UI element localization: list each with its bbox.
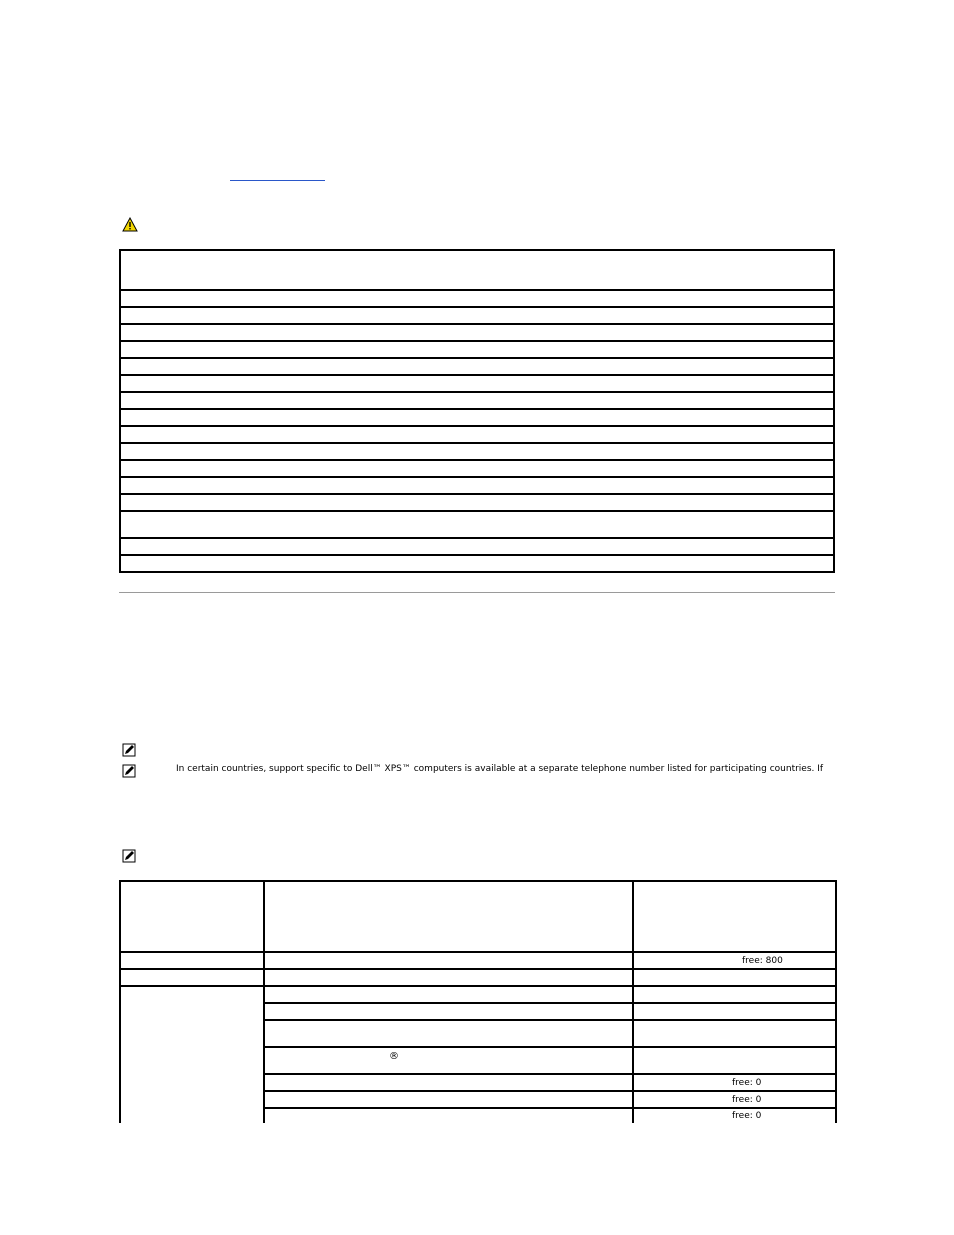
page-bottom-blank xyxy=(0,1123,954,1235)
table-cell xyxy=(120,426,834,443)
header-cell xyxy=(633,881,836,952)
table-cell xyxy=(120,477,834,494)
table-cell xyxy=(264,1074,633,1091)
note-pencil-icon xyxy=(122,764,136,778)
header-cell xyxy=(264,881,633,952)
table-cell: free: 0 xyxy=(633,1074,836,1091)
table-cell xyxy=(120,538,834,555)
table-cell: free: 0 xyxy=(633,1091,836,1108)
table-cell xyxy=(120,307,834,324)
note-text: In certain countries, support specific to Dell™ XPS™ computers is available at a separate telephone number listed for participating countries. If xyxy=(176,764,824,774)
table-cell xyxy=(120,443,834,460)
table-cell xyxy=(120,375,834,392)
table-cell xyxy=(120,290,834,307)
table-cell xyxy=(120,494,834,511)
note-pencil-icon xyxy=(122,743,136,757)
table-cell xyxy=(120,358,834,375)
table-cell xyxy=(633,986,836,1003)
note-pencil-icon xyxy=(122,849,136,863)
horizontal-rule xyxy=(119,592,835,593)
table-cell xyxy=(264,986,633,1003)
table-cell xyxy=(120,250,834,290)
table-cell xyxy=(120,952,264,969)
table-cell xyxy=(633,1003,836,1020)
table-cell xyxy=(633,969,836,986)
table-cell xyxy=(120,392,834,409)
caution-triangle-icon xyxy=(122,217,138,232)
registered-mark: ® xyxy=(389,1051,399,1062)
table-cell: free: 0 xyxy=(633,1108,836,1138)
table-cell xyxy=(120,986,264,1138)
table-cell xyxy=(264,1020,633,1047)
table-cell xyxy=(120,409,834,426)
contact-table xyxy=(119,880,837,1139)
table-cell xyxy=(633,1020,836,1047)
info-table xyxy=(119,249,835,573)
table-cell xyxy=(120,324,834,341)
table-cell xyxy=(264,969,633,986)
table-cell xyxy=(264,1091,633,1108)
table-cell xyxy=(120,511,834,538)
table-cell xyxy=(120,555,834,572)
table-cell xyxy=(120,969,264,986)
table-cell xyxy=(264,1047,633,1074)
table-cell xyxy=(120,341,834,358)
header-cell xyxy=(120,881,264,952)
table-cell xyxy=(120,460,834,477)
table-cell: free: 800 xyxy=(633,952,836,969)
table-cell xyxy=(264,952,633,969)
table-cell xyxy=(633,1047,836,1074)
link-underline[interactable] xyxy=(230,180,325,181)
table-cell xyxy=(264,1003,633,1020)
